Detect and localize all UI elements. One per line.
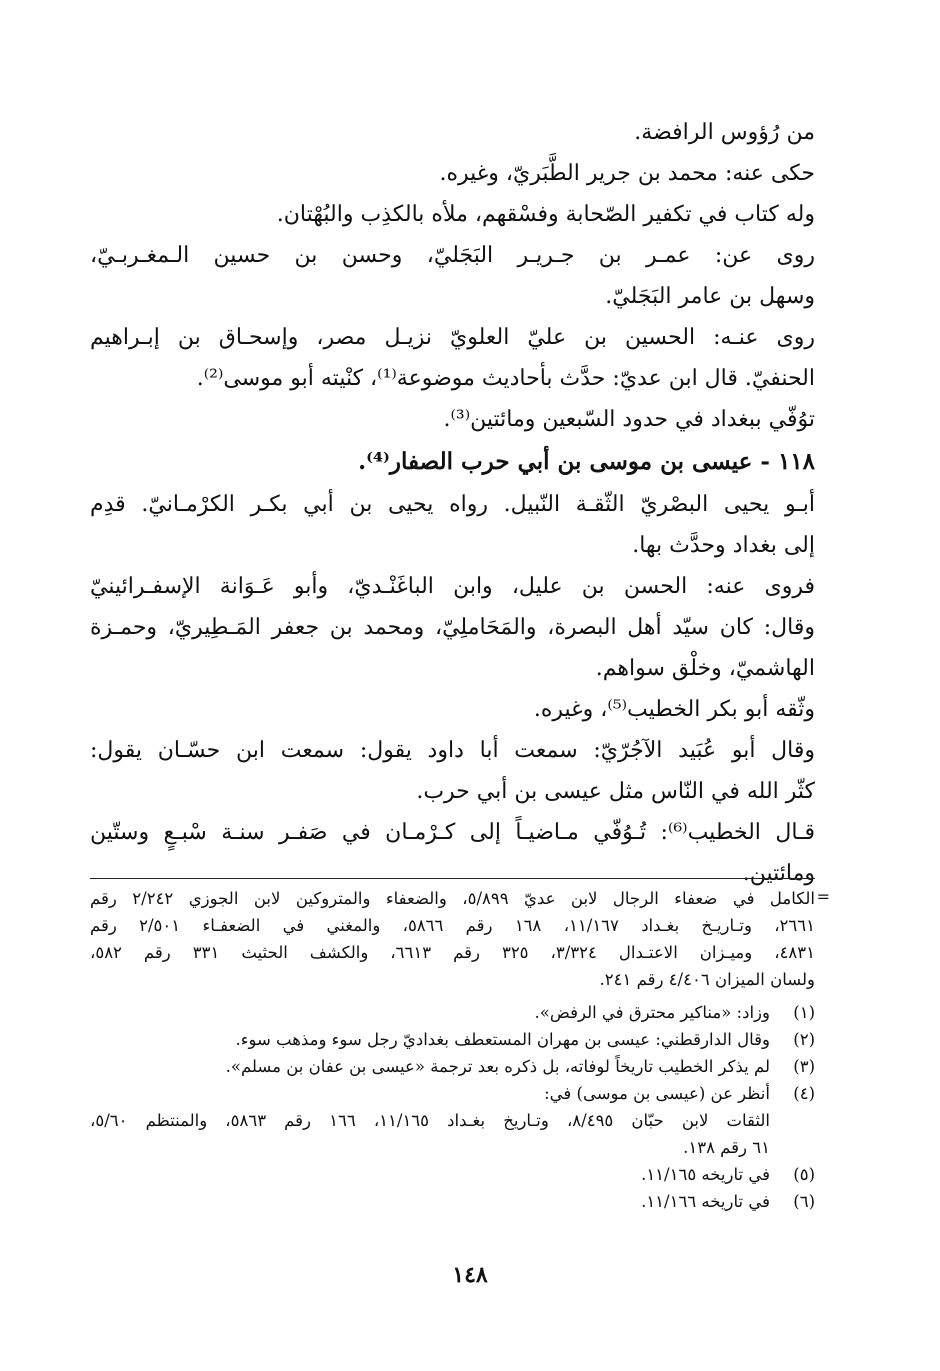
footnote-number: (٦) [793, 1192, 815, 1211]
footnotes-section [90, 878, 830, 1215]
text-line: روى عنـه: الحسين بن عليّ العلويّ نزيـل مصر، وإسحـاق بن إبـراهيم [90, 325, 815, 350]
main-text [90, 112, 815, 894]
footnote-item [90, 1188, 815, 1215]
footnote-item [90, 1026, 815, 1053]
footnote-number: (٢) [793, 1030, 815, 1049]
text-line: وقال: كان سيّد أهل البصرة، والمَحَاملِيّ، ومحمد بن جعفر المَـطِيريّ، وحمـزة [90, 615, 815, 640]
footnote-item [90, 1053, 815, 1080]
footnote-line: الثقات لابن حبّان ٨/٤٩٥، وتـاريخ بغـداد ١١/١٦٥، ١٦٦ رقم ٥٨٦٣، والمنتظم ٥/٦٠، [90, 1111, 770, 1130]
footnote-number: (٥) [793, 1165, 815, 1184]
footnote-line: في تاريخه ١١/١٦٦. [641, 1192, 770, 1211]
text-line: روى عن: عمـر بن جـريـر البَجَليّ، وحسن بن حسين الـمغـربـيّ، [90, 243, 815, 268]
text-line: وقال أبو عُبَيد الآجُرّيّ: سمعت أبا داود يقول: سمعت ابن حسّـان يقول: [90, 738, 815, 763]
footnote-line: لم يذكر الخطيب تاريخاً لوفاته، بل ذكره بعد ترجمة «عيسى بن عفان بن مسلم». [225, 1057, 770, 1076]
text-line: وسهل بن عامر البَجَليّ. [605, 284, 815, 309]
footnote-line: ٦١ رقم ١٣٨. [683, 1138, 770, 1157]
entry-heading: ١١٨ - عيسى بن موسى بن أبي حرب الصفار⁽⁴⁾. [358, 448, 815, 475]
footnote-item [90, 1161, 815, 1188]
text-line: وثّقه أبو بكر الخطيب⁽⁵⁾، وغيره. [533, 697, 815, 722]
page-number: ١٤٨ [452, 1262, 488, 1288]
footnote-line: الكامل في ضعفاء الرجال لابن عديّ ٥/٨٩٩، والضعفاء والمتروكين لابن الجوزي ٢/٢٤٢ رقم [90, 889, 815, 908]
text-line: إلى بغداد وحدَّث بها. [632, 533, 815, 558]
text-line: الحنفيّ. قال ابن عديّ: حدَّث بأحاديث موضوعة⁽¹⁾، كنْيته أبو موسى⁽²⁾. [196, 366, 815, 391]
footnote-continuation [90, 885, 815, 993]
text-line: توُفّي ببغداد في حدود السّبعين ومائتين⁽³⁾. [443, 407, 815, 432]
footnote-line: في تاريخه ١١/١٦٥. [641, 1165, 770, 1184]
footnote-line: وزاد: «مناكير محترق في الرفض». [534, 1003, 770, 1022]
text-line: من رُؤوس الرافضة. [634, 120, 815, 145]
footnote-line: ٤٨٣١، وميـزان الاعتـدال ٣/٣٢٤، ٣٢٥ رقم ٦٦١٣، والكشف الحثيث ٣٣١ رقم ٥٨٢، [90, 943, 815, 962]
footnote-number: (٣) [793, 1057, 815, 1076]
text-line: وله كتاب في تكفير الصّحابة وفسْقهم، ملأه بالكذِب والبُهْتان. [276, 202, 815, 227]
continuation-mark: = [816, 887, 830, 906]
text-line: قـال الخطيب⁽⁶⁾: تُـوُفّي مـاضيـاً إلى كـرْمـان في صَفـر سنـة سْبـعٍ وستّين [90, 820, 815, 845]
footnote-line: وقال الدارقطني: عيسى بن مهران المستعطف بغداديّ رجل سوء ومذهب سوء. [235, 1030, 770, 1049]
text-line: فروى عنه: الحسن بن عليل، وابن الباغَنْـديّ، وأبو عَـوَانة الإسفـرائينيّ [90, 574, 815, 599]
footnote-line: ولسان الميزان ٤/٤٠٦ رقم ٢٤١. [599, 970, 815, 989]
text-line: حكى عنه: محمد بن جرير الطَّبَريّ، وغيره. [439, 161, 815, 186]
text-line: أبـو يحيى البصْريّ الثّقـة النّبيل. رواه يحيى بن أبي بكـر الكرْمـانيّ. قدِم [90, 492, 815, 517]
footnote-item [90, 999, 815, 1026]
footnote-number: (٤) [793, 1084, 815, 1103]
text-line: ومائتين. [742, 861, 815, 886]
footnote-line: ٢٦٦١، وتـاريـخ بغـداد ١١/١٦٧، ١٦٨ رقم ٥٨٦٦، والمغني في الضعفـاء ٢/٥٠١ رقم [90, 916, 815, 935]
footnote-item [90, 1080, 815, 1161]
text-line: كثّر الله في النّاس مثل عيسى بن أبي حرب. [416, 779, 815, 804]
footnote-number: (١) [793, 1003, 815, 1022]
footnote-line: أنظر عن (عيسى بن موسى) في: [544, 1084, 770, 1103]
text-line: الهاشميّ، وخلْق سواهم. [595, 656, 815, 681]
